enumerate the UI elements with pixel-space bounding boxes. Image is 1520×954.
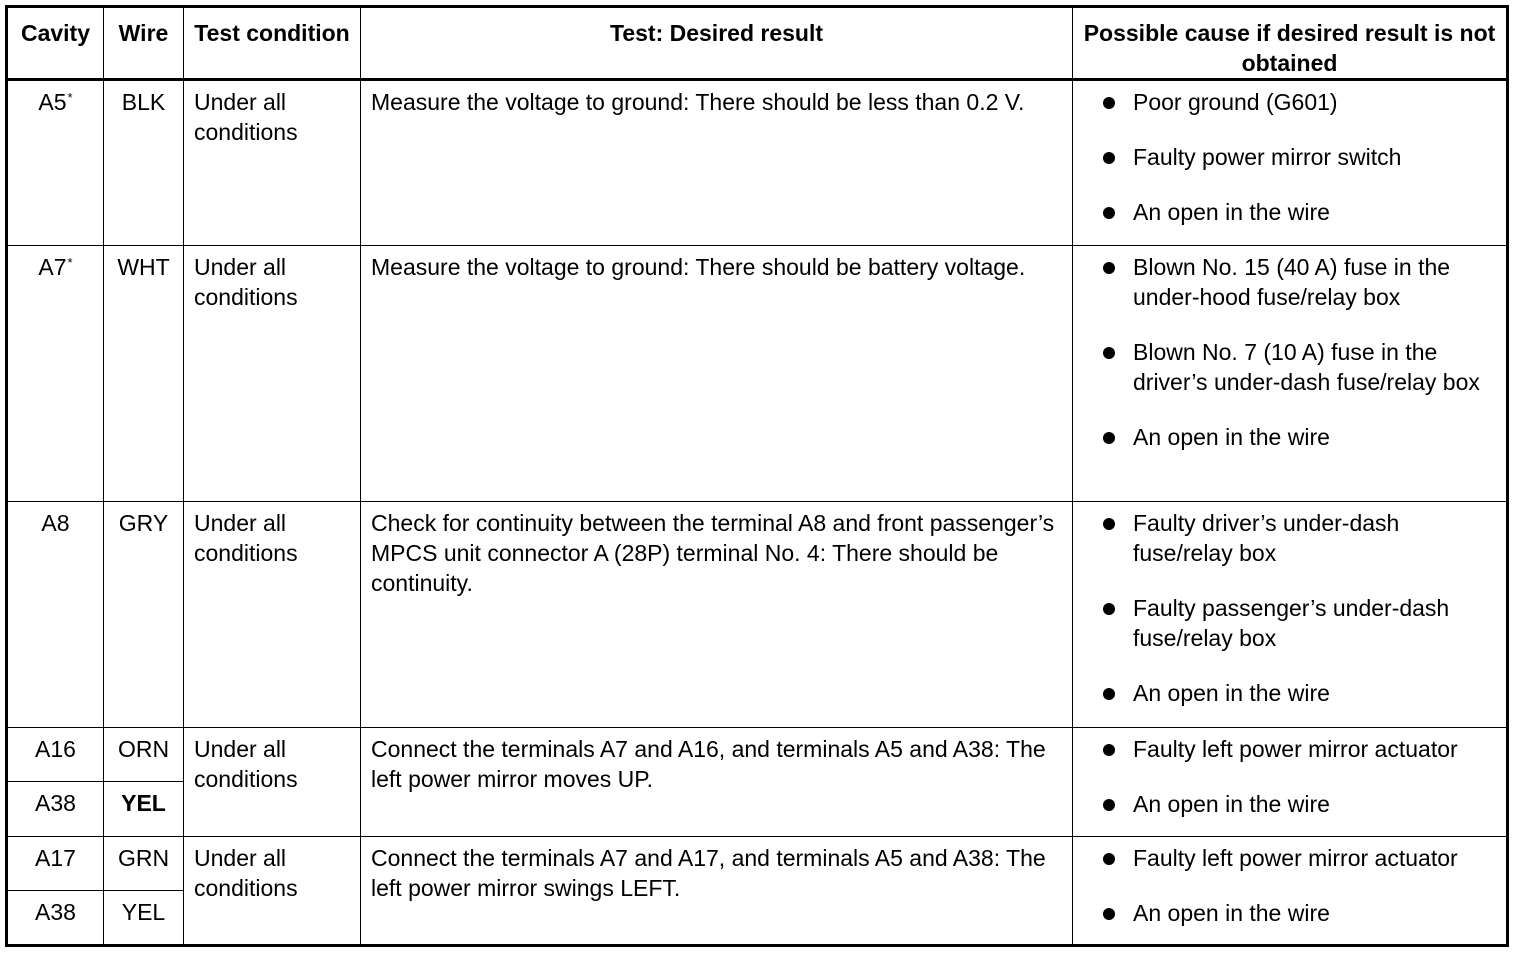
bullet-icon [1103,207,1115,219]
cavity-cell: A8 [7,501,104,727]
list-item: An open in the wire [1087,197,1500,227]
result-cell: Connect the terminals A7 and A17, and terminals A5 and A38: The left power mirror swings LEFT. [361,836,1073,945]
list-item: Blown No. 15 (40 A) fuse in the under-hood fuse/relay box [1087,252,1500,312]
list-item: Faulty power mirror switch [1087,142,1500,172]
list-item: Faulty left power mirror actuator [1087,734,1500,764]
wire-cell: BLK [104,80,184,246]
cause-list [1073,843,1500,928]
list-item: Faulty passenger’s under-dash fuse/relay box [1087,593,1500,653]
bullet-icon [1103,432,1115,444]
condition-cell: Under all conditions [184,245,361,501]
bullet-icon [1103,518,1115,530]
result-cell: Measure the voltage to ground: There should be less than 0.2 V. [361,80,1073,246]
cavity-cell: A17 [7,836,104,891]
bullet-icon [1103,603,1115,615]
cause-cell [1073,501,1508,727]
cause-cell [1073,245,1508,501]
wire-cell: YEL [104,782,184,837]
cause-cell [1073,836,1508,945]
cause-list [1073,252,1500,452]
table-row [7,245,1508,501]
cause-list [1073,734,1500,819]
bullet-icon [1103,853,1115,865]
list-item: Faulty driver’s under-dash fuse/relay box [1087,508,1500,568]
list-item: Poor ground (G601) [1087,87,1500,117]
table-row [7,727,1508,782]
cavity-cell: A38 [7,782,104,837]
bullet-icon [1103,262,1115,274]
wire-cell: GRN [104,836,184,891]
header-desired-result: Test: Desired result [361,7,1073,80]
list-item: An open in the wire [1087,422,1500,452]
wire-cell: YEL [104,891,184,946]
list-item: Faulty left power mirror actuator [1087,843,1500,873]
header-row [7,7,1508,80]
cavity-cell: A38 [7,891,104,946]
bullet-icon [1103,97,1115,109]
condition-cell: Under all conditions [184,80,361,246]
header-test-condition: Test condition [184,7,361,80]
bullet-icon [1103,152,1115,164]
list-item: An open in the wire [1087,678,1500,708]
condition-cell: Under all conditions [184,727,361,836]
table-row [7,501,1508,727]
result-cell: Check for continuity between the terminal A8 and front passenger’s MPCS unit connector A (28P) terminal No. 4: There should be continuity. [361,501,1073,727]
header-wire: Wire [104,7,184,80]
cause-list [1073,508,1500,708]
bullet-icon [1103,744,1115,756]
cavity-cell: A16 [7,727,104,782]
list-item: Blown No. 7 (10 A) fuse in the driver’s under-dash fuse/relay box [1087,337,1500,397]
list-item: An open in the wire [1087,789,1500,819]
cavity-cell: A5* [7,80,104,246]
bullet-icon [1103,908,1115,920]
connector-test-table [5,5,1509,947]
table-row [7,836,1508,891]
condition-cell: Under all conditions [184,836,361,945]
table-row [7,80,1508,246]
list-item: An open in the wire [1087,898,1500,928]
bullet-icon [1103,688,1115,700]
result-cell: Measure the voltage to ground: There should be battery voltage. [361,245,1073,501]
wire-cell: GRY [104,501,184,727]
wire-cell: ORN [104,727,184,782]
cause-list [1073,87,1500,227]
bullet-icon [1103,347,1115,359]
footnote-mark: * [67,254,73,270]
cavity-cell: A7* [7,245,104,501]
wire-cell: WHT [104,245,184,501]
cause-cell [1073,80,1508,246]
bullet-icon [1103,799,1115,811]
header-cavity: Cavity [7,7,104,80]
condition-cell: Under all conditions [184,501,361,727]
header-possible-cause: Possible cause if desired result is not obtained [1073,7,1508,80]
cause-cell [1073,727,1508,836]
result-cell: Connect the terminals A7 and A16, and terminals A5 and A38: The left power mirror moves UP. [361,727,1073,836]
footnote-mark: * [67,90,73,105]
